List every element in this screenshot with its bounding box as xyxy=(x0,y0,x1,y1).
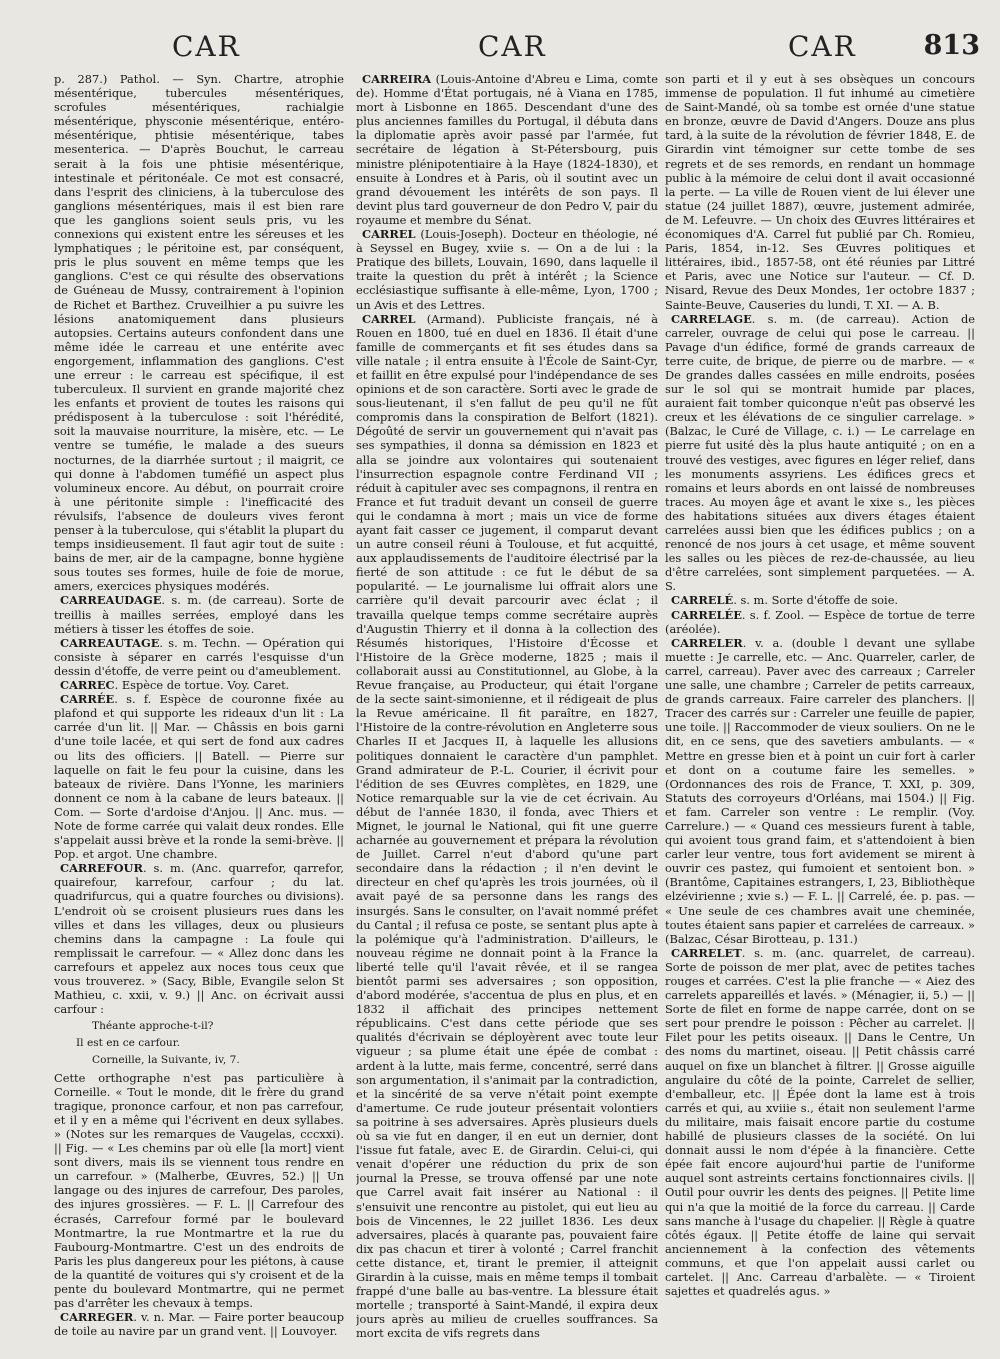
column-middle xyxy=(356,72,658,1352)
entry-paragraph: CARREFOUR. s. m. (Anc. quarrefor, qarrefor, quairefour, karrefour, carfour ; du lat. quadrifurcus, qui a quatre fourches ou divisions). L'endroit où se croisent plusieurs rues dans les villes et dans les villages, deux ou plusieurs chemins dans la campagne : La foule qui remplissait le carrefour. — « Allez donc dans les carrefours et appelez aux noces tous ceux que vous trouverez. » (Sacy, Bible, Evangile selon St Mathieu, c. xxii, v. 9.) || Anc. on écrivait aussi carfour : xyxy=(54,861,344,1017)
entry-paragraph: Il est en ce carfour. xyxy=(76,1037,181,1050)
entry-paragraph: p. 287.) Pathol. — Syn. Chartre, atrophie mésentérique, tubercules mésentériques, scrofules mésentériques, rachialgie mésentérique, physconie mésentérique, entéro-mésentérique, phtisie mésentérique, tabes mesenterica. — D'après Bouchut, le carreau serait à la fois une phtisie mésentérique, intestinale et péritonéale. Ce mot est consacré, dans l'esprit des cliniciens, à la tuberculose des ganglions mésentériques, mais il est bien rare que les ganglions soient seuls pris, vu les connexions qui existent entre les séreuses et les lymphatiques ; le péritoine est, par conséquent, pris le plus souvent en même temps que les ganglions. C'est ce qui résulte des observations de Guéneau de Mussy, contrairement à l'opinion de Richet et Barthez. Cruveilhier a pu suivre les lésions anatomiquement dans plusieurs autopsies. Certains auteurs confondent dans une même idée le carreau et une entérite avec engorgement, inflammation des ganglions. C'est une erreur : le carreau est spécifique, il est tuberculeux. Il survient en grande majorité chez les enfants et provient de toutes les raisons qui prédisposent à la tuberculose : soit l'hérédité, soit la mauvaise nourriture, la misère, etc. — Le ventre se tuméfie, le malade a des sueurs nocturnes, de la diarrhée surtout ; il maigrit, ce qui donne à l'abdomen tuméfié un aspect plus volumineux encore. Au début, on pourrait croire à une péritonite simple : l'inefficacité des révulsifs, l'absence de douleurs vives feront penser à la tuberculose, qui s'établit la plupart du temps insidieusement. Il faut agir tout de suite : bains de mer, air de la campagne, bonne hygiène sous toutes ses formes, huile de foie de morue, amers, exercices physiques modérés. xyxy=(54,72,344,594)
entry-paragraph: Corneille, la Suivante, iv, 7. xyxy=(92,1054,240,1067)
entry-paragraph: Cette orthographe n'est pas particulière à Corneille. « Tout le monde, dit le frère du grand tragique, prononce carfour, et non pas carrefour, et il y en a même qui l'écrivent en deux syllabes. » (Notes sur les remarques de Vaugelas, cccxxi). || Fig. — « Les chemins par où elle [la mort] vient sont divers, mais ils se viennent tous rendre en un carrefour. » (Malherbe, Œuvres, 52.) || Un langage ou des injures de carrefour, Des paroles, des injures grossières. — F. L. || Carrefour des écrasés, Carrefour formé par le boulevard Montmartre, la rue Montmartre et la rue du Faubourg-Montmartre. C'est un des endroits de Paris les plus dangereux pour les piétons, à cause de la quantité de voitures qui s'y croisent et de la pente du boulevard Montmartre, qui ne permet pas d'arrêter les chevaux à temps. xyxy=(54,1070,344,1311)
entry-paragraph: CARREC. Espèce de tortue. Voy. Caret. xyxy=(60,678,290,693)
entry-paragraph: Théante approche-t-il? xyxy=(92,1020,214,1033)
entry-paragraph: CARRÉE. s. f. Espèce de couronne fixée au plafond et qui supporte les rideaux d'un lit : La carrée d'un lit. || Mar. — Châssis en bois garni d'une toile lacée, et qui sert de fond aux cadres ou lits des officiers. || Batell. — Pierre sur laquelle on fait le feu pour la cuisine, dans les bateaux de rivière. Dans l'Yonne, les mariniers donnent ce nom à la cabane de leurs bateaux. || Com. — Sorte d'ardoise d'Anjou. || Anc. mus. — Note de forme carrée qui valait deux rondes. Elle s'appelait aussi brève et la ronde la semi-brève. || Pop. et argot. Une chambre. xyxy=(54,692,344,862)
page-number: 813 xyxy=(923,30,980,61)
column-left xyxy=(54,72,344,1352)
entry-paragraph: CARREL (Armand). Publiciste français, né à Rouen en 1800, tué en duel en 1836. Il était d'une famille de commerçants et fit ses études dans sa ville natale ; il entra ensuite à l'École de Saint-Cyr, et faillit en être expulsé pour l'indépendance de ses opinions et de son caractère. Sorti avec le grade de sous-lieutenant, il s'en fallut de peu qu'il ne fût compromis dans la conspiration de Belfort (1821). Dégoûté de servir un gouvernement qui n'avait pas ses sympathies, il donna sa démission en 1823 et alla se joindre aux volontaires qui soutenaient l'insurrection espagnole contre Ferdinand VII ; réduit à capituler avec ses compagnons, il rentra en France et fut traduit devant un conseil de guerre qui le condamna à mort ; mais un vice de forme ayant fait casser ce jugement, il comparut devant un autre conseil réuni à Toulouse, et fut acquitté, aux applaudissements de l'auditoire électrisé par la fierté de son attitude : ce fut le début de sa popularité. — Le journalisme lui offrait alors une carrière qu'il devait parcourir avec éclat ; il travailla quelque temps comme secrétaire auprès d'Augustin Thierry et il donna à la collection des Résumés historiques, l'Histoire d'Écosse et l'Histoire de la Grèce moderne, 1825 ; mais il collaborait aussi au Constitutionnel, au Globe, à la Revue française, au Producteur, qui était l'organe de la secte saint-simonienne, et il rédigeait de plus la Revue américaine. Il fit paraître, en 1827, l'Histoire de la contre-révolution en Angleterre sous Charles II et Jacques II, à laquelle les allusions politiques donnaient le caractère d'un pamphlet. Grand admirateur de P.-L. Courier, il écrivit pour l'édition de ses Œuvres complètes, en 1829, une Notice remarquable sur la vie de cet écrivain. Au début de l'année 1830, il fonda, avec Thiers et Mignet, le journal le National, qui fit une guerre acharnée au gouvernement et prépara la révolution de Juillet. Carrel n'eut d'abord qu'une part secondaire dans la rédaction ; il n'en devint le directeur en chef qu'après les trois journées, où il avait payé de sa personne dans les rangs des insurgés. Sans le consulter, on l'avait nommé préfet du Cantal ; il refusa ce poste, se sentant plus apte à la polémique qu'à l'administration. D'ailleurs, le nouveau régime ne donnait point à la France la liberté telle qu'il l'avait rêvée, et il se rangea bientôt parmi ses adversaires ; son opposition, d'abord modérée, s'accentua de plus en plus, et en 1832 il affichait des principes nettement républicains. C'est dans cette période que ses qualités d'écrivain se déployèrent avec toute leur vigueur ; sa plume était une épée de combat : ardent à la lutte, mais ferme, concentré, serré dans son argumentation, il s'animait par la contradiction, et la sincérité de sa verve n'était point exempte d'amertume. Ce rude jouteur présentait volontiers sa poitrine à ses adversaires. Après plusieurs duels où sa vie fut en danger, il en eut un dernier, dont l'issue fut fatale, avec E. de Girardin. Celui-ci, qui venait d'opérer une réduction du prix de son journal la Presse, se trouva offensé par une note que Carrel avait fait insérer au National : il s'ensuivit une rencontre au pistolet, qui eut lieu au bois de Vincennes, le 22 juillet 1836. Les deux adversaires, placés à quarante pas, pouvaient faire dix pas chacun et tirer à volonté ; Carrel franchit cette distance, et, tirant le premier, il atteignit Girardin à la cuisse, mais en même temps il tombait frappé d'une balle au bas-ventre. La blessure était mortelle ; transporté à Saint-Mandé, il expira deux jours après au milieu de cruelles souffrances. Sa mort excita de vifs regrets dans xyxy=(356,311,658,1341)
entry-paragraph: CARREAUTAGE. s. m. Techn. — Opération qui consiste à séparer en carrés l'esquisse d'un dessin d'étoffe, de verre peint ou d'ameublement. xyxy=(54,635,344,678)
entry-paragraph: CARRELAGE. s. m. (de carreau). Action de carreler, ouvrage de celui qui pose le carreau. || Pavage d'un édifice, formé de grands carreaux de terre cuite, de brique, de pierre ou de marbre. — « De grandes dalles cassées en mille endroits, posées sur le sol qui se montrait humide par places, auraient fait tomber quiconque n'eût pas observé les creux et les élévations de ce singulier carrelage. » (Balzac, le Curé de Village, c. i.) — Le carrelage en pierre fut usité dès la plus haute antiquité ; on en a trouvé des vestiges, avec figures en léger relief, dans les monuments assyriens. Les édifices grecs et romains et leurs abords en ont laissé de nombreuses traces. Au moyen âge et avant le xixe s., les pièces des habitations situées aux divers étages étaient carrelées aussi bien que les édifices publics ; on a renoncé de nos jours à cet usage, et même souvent les salles ou les pièces de rez-de-chaussée, au lieu d'être carrelées, sont simplement parquetées. — A. S. xyxy=(665,311,975,594)
entry-paragraph: CARREL (Louis-Joseph). Docteur en théologie, né à Seyssel en Bugey, xviie s. — On a de lui : la Pratique des billets, Louvain, 1690, dans laquelle il traite la question du prêt à intérêt ; la Science ecclésiastique suffisante à elle-même, Lyon, 1700 ; un Avis et des Lettres. xyxy=(356,227,658,312)
running-header-center: CAR xyxy=(478,30,547,63)
entry-paragraph: CARREAUDAGE. s. m. (de carreau). Sorte de treillis à mailles serrées, employé dans les métiers à tisser les étoffes de soie. xyxy=(54,593,344,636)
entry-paragraph: son parti et il y eut à ses obsèques un concours immense de population. Il fut inhumé au cimetière de Saint-Mandé, où sa tombe est ornée d'une statue en bronze, œuvre de David d'Angers. Douze ans plus tard, à la suite de la révolution de février 1848, E. de Girardin vint témoigner sur cette tombe de ses regrets et de ses remords, en rendant un hommage public à la mémoire de celui dont il avait occasionné la perte. — La ville de Rouen vient de lui élever une statue (24 juillet 1887), œuvre, justement admirée, de M. Lefeuvre. — Un choix des Œuvres littéraires et économiques d'A. Carrel fut publié par Ch. Romieu, Paris, 1854, in-12. Ses Œuvres politiques et littéraires, ibid., 1857-58, ont été réunies par Littré et Paris, avec une Notice sur l'auteur. — Cf. D. Nisard, Revue des Deux Mondes, 1er octobre 1837 ; Sainte-Beuve, Causeries du lundi, T. XI. — A. B. xyxy=(665,72,975,312)
running-header-left: CAR xyxy=(172,30,241,63)
column-right xyxy=(665,72,975,1352)
entry-paragraph: CARREGER. v. n. Mar. — Faire porter beaucoup de toile au navire par un grand vent. || Louvoyer. xyxy=(54,1310,344,1339)
entry-paragraph: CARRELET. s. m. (anc. quarrelet, de carreau). Sorte de poisson de mer plat, avec de petites taches rouges et carrées. C'est la plie franche — « Aiez des carrelets appareillés et lavés. » (Ménagier, ii, 5.) — || Sorte de filet en forme de nappe carrée, dont on se sert pour prendre le poisson : Pêcher au carrelet. || Filet pour les petits oiseaux. || Dans le Centre, Un des noms du martinet, oiseau. || Petit châssis carré auquel on fixe un blanchet à filtrer. || Grosse aiguille angulaire du côté de la pointe, Carrelet de sellier, d'emballeur, etc. || Épée dont la lame est à trois carrés et qui, au xviiie s., était non seulement l'arme du militaire, mais faisait encore partie du costume habillé de plusieurs classes de la société. On lui donnait aussi le nom d'épée à la financière. Cette épée fait encore aujourd'hui partie de l'uniforme auquel sont astreints certains fonctionnaires civils. || Outil pour ouvrir les dents des peignes. || Petite lime qui n'a que la moitié de la force du carreau. || Carde sans manche à l'usage du chapelier. || Règle à quatre côtés égaux. || Petite étoffe de laine qui servait anciennement à la confection des vêtements communs, et que l'on appelait aussi carlet ou cartelet. || Anc. Carreau d'arbalète. — « Tiroient sajettes et quadrelés agus. » xyxy=(665,945,975,1299)
entry-paragraph: CARREIRA (Louis-Antoine d'Abreu e Lima, comte de). Homme d'État portugais, né à Viana en 1785, mort à Lisbonne en 1865. Descendant d'une des plus anciennes familles du Portugal, il débuta dans la diplomatie après avoir passé par l'armée, fut secrétaire de légation à St-Pétersbourg, puis ministre plénipotentiaire à la Haye (1824-1830), et ensuite à Londres et à Paris, où il soutint avec un grand dévouement les intérêts de son pays. Il devint plus tard gouverneur de don Pedro V, pair du royaume et membre du Sénat. xyxy=(356,72,658,227)
entry-paragraph: CARRELÉE. s. f. Zool. — Espèce de tortue de terre (aréolée). xyxy=(665,607,975,636)
entry-paragraph: CARRELÉ. s. m. Sorte d'étoffe de soie. xyxy=(671,593,899,608)
running-header-right: CAR xyxy=(788,30,857,63)
entry-paragraph: CARRELER. v. a. (double l devant une syllabe muette : Je carrelle, etc. — Anc. Quarreler, carler, de carrel, carreau). Paver avec des carreaux ; Carreler une salle, une chambre ; Carreler de petits carreaux, de grands carreaux. Faire carreler des planchers. || Tracer des carrés sur : Carreler une feuille de papier, une toile. || Raccommoder de vieux souliers. On ne le dit, en ce sens, que des savetiers ambulants. — « Mettre en gresse bien et à point un cuir fort à carler et dont on a coutume faire les semelles. » (Ordonnances des rois de France, T. XXI, p. 309, Statuts des corroyeurs d'Orléans, mai 1504.) || Fig. et fam. Carreler son ventre : Le remplir. (Voy. Carrelure.) — « Quand ces messieurs furent à table, qui avoient tous grand faim, et s'attendoient à bien carler leur ventre, tous fort avidement se mirent à ouvrir ces pastez, qui fumoient et sentoient bon. » (Brantôme, Capitaines estrangers, I, 23, Bibliothèque elzévirienne ; xvie s.) — F. L. || Carrelé, ée. p. pas. — « Une seule de ces chambres avait une cheminée, toutes étaient sans papier et carrelées de carreaux. » (Balzac, César Birotteau, p. 131.) xyxy=(665,635,975,946)
